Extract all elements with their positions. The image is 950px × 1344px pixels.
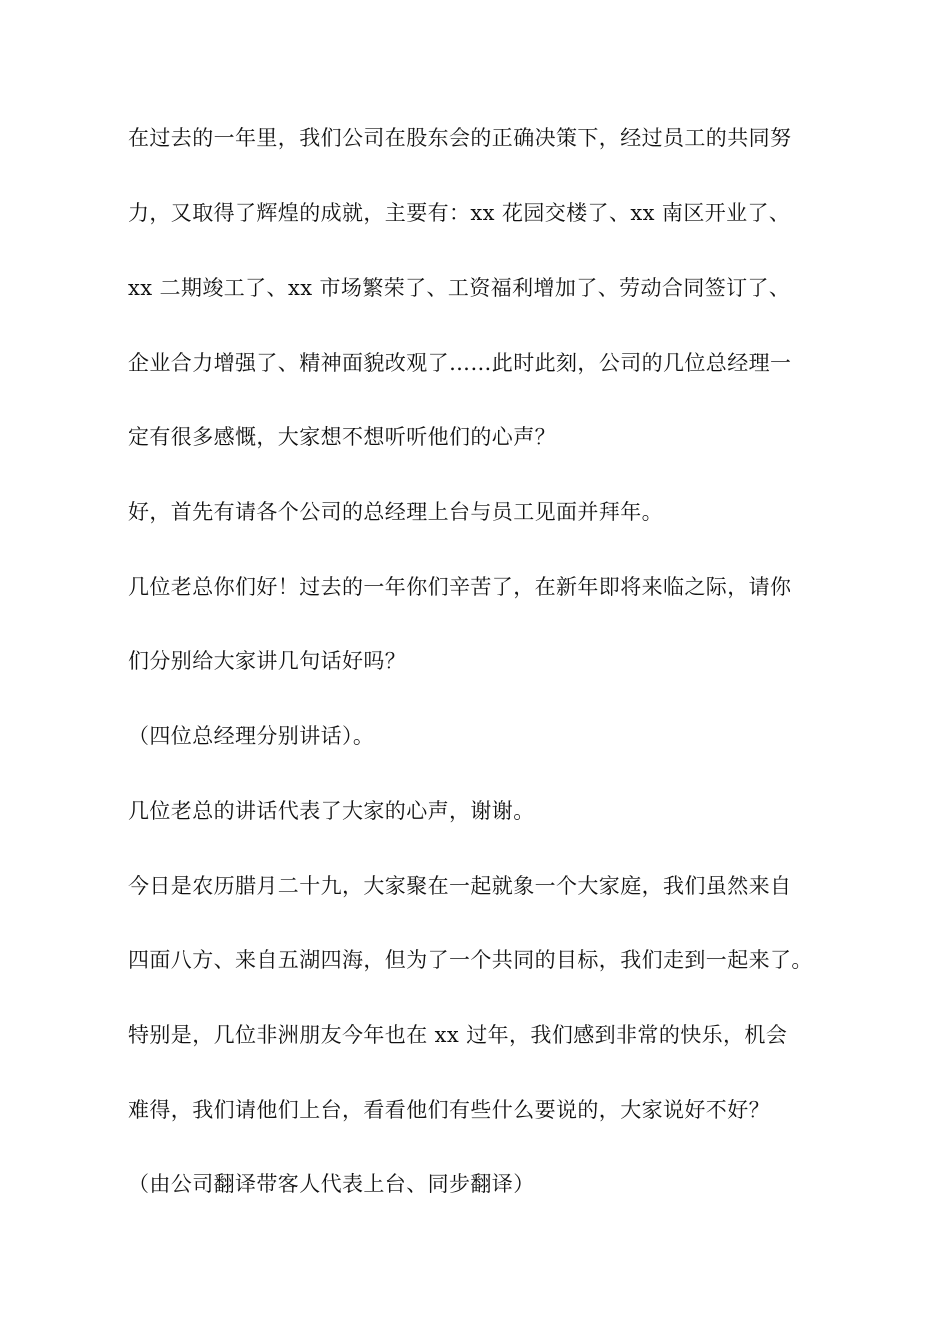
text-line: （四位总经理分别讲话）。 (128, 724, 375, 748)
text-line: 几位老总的讲话代表了大家的心声，谢谢。 (128, 799, 535, 823)
text-line: 在过去的一年里，我们公司在股东会的正确决策下，经过员工的共同努 (128, 126, 792, 150)
text-line: （由公司翻译带客人代表上台、同步翻译） (128, 1172, 535, 1196)
text-line: 力，又取得了辉煌的成就，主要有：xx 花园交楼了、xx 南区开业了、 (128, 201, 791, 225)
text-line: 企业合力增强了、精神面貌改观了……此时此刻，公司的几位总经理一 (128, 351, 792, 375)
text-line: 难得，我们请他们上台，看看他们有些什么要说的，大家说好不好？ (128, 1098, 770, 1122)
text-line: 们分别给大家讲几句话好吗？ (128, 649, 407, 673)
text-line: xx 二期竣工了、xx 市场繁荣了、工资福利增加了、劳动合同签订了、 (128, 276, 791, 300)
text-line: 四面八方、来自五湖四海，但为了一个共同的目标，我们走到一起来了。 (128, 948, 813, 972)
text-line: 几位老总你们好！过去的一年你们辛苦了，在新年即将来临之际，请你 (128, 575, 792, 599)
text-line: 特别是，几位非洲朋友今年也在 xx 过年，我们感到非常的快乐，机会 (128, 1023, 788, 1047)
text-line: 好，首先有请各个公司的总经理上台与员工见面并拜年。 (128, 500, 663, 524)
text-line: 定有很多感慨，大家想不想听听他们的心声？ (128, 425, 556, 449)
text-line: 今日是农历腊月二十九，大家聚在一起就象一个大家庭，我们虽然来自 (128, 874, 792, 898)
